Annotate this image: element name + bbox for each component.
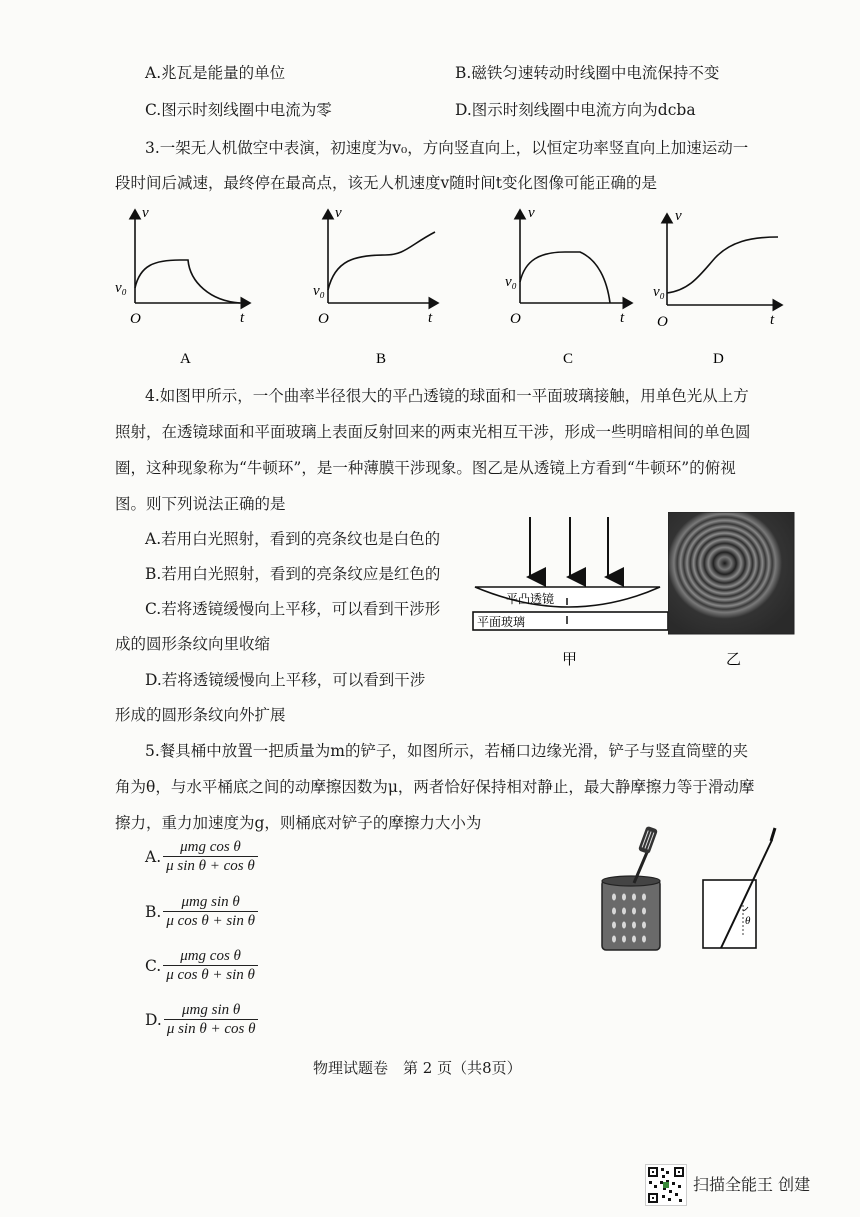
q4-option-d-line2: 形成的圆形条纹向外扩展 — [115, 706, 286, 724]
q4-text-line2: 照射，在透镜球面和平面玻璃上表面反射回来的两束光相互干涉，形成一些明暗相间的单色圆 — [115, 423, 751, 441]
graph-b — [313, 205, 438, 367]
q4-text-line3: 圈，这种现象称为“牛顿环”，是一种薄膜干涉现象。图乙是从透镜上方看到“牛顿环”的俯视 — [115, 459, 736, 477]
q4-text-line4: 图。则下列说法正确的是 — [115, 495, 286, 513]
angle-theta-label: θ — [745, 915, 751, 927]
q5-text-line2: 角为θ，与水平桶底之间的动摩擦因数为μ，两者恰好保持相对静止，最大静摩擦力等于滑动摩 — [115, 778, 755, 796]
q3-vt-graphs — [110, 200, 800, 375]
q5-option-b: B. $\frac{\text{μmg sin θ}}{\text{μ cos θ + sin θ}}$ — [145, 893, 258, 930]
graph-a-label: A — [180, 351, 191, 367]
qr-code-icon — [645, 1164, 687, 1206]
q5-option-d: D. $\frac{\text{μmg sin θ}}{\text{μ sin θ + cos θ}}$ — [145, 1001, 258, 1038]
figure-jia-label: 甲 — [562, 650, 578, 668]
graph-c-v-axis: v — [528, 205, 535, 221]
graph-a — [115, 205, 250, 367]
q4-option-d-line1: D.若将透镜缓慢向上平移，可以看到干涉 — [145, 671, 426, 689]
graph-a-v-axis: v — [142, 205, 149, 221]
q4-option-b: B.若用白光照射，看到的亮条纹应是红色的 — [145, 565, 441, 583]
graph-b-v-axis: v — [335, 205, 342, 221]
q5-utensil-figures — [590, 825, 810, 955]
utensil-schematic — [703, 828, 775, 948]
q5-option-c-fraction: $\frac{\text{μmg cos θ}}{\text{μ cos θ + sin θ}}$ — [163, 947, 258, 984]
q2-option-b: B.磁铁匀速转动时线圈中电流保持不变 — [455, 64, 720, 82]
q5-option-a: A. $\frac{\text{μmg cos θ}}{\text{μ sin θ + cos θ}}$ — [145, 838, 258, 875]
q5-text-line1: 5.餐具桶中放置一把质量为m的铲子，如图所示，若桶口边缘光滑，铲子与竖直筒壁的夹 — [145, 742, 748, 760]
page-footer: 物理试题卷 第 2 页（共8页） — [313, 1059, 522, 1077]
q2-option-a: A.兆瓦是能量的单位 — [145, 64, 286, 82]
graph-d-v0: v₀ — [653, 284, 665, 300]
q5-option-b-fraction: $\frac{\text{μmg sin θ}}{\text{μ cos θ + sin θ}}$ — [163, 893, 258, 930]
q4-option-c-line1: C.若将透镜缓慢向上平移，可以看到干涉形 — [145, 600, 441, 618]
graph-d — [653, 208, 782, 367]
q2-option-c: C.图示时刻线圈中电流为零 — [145, 101, 332, 119]
q4-option-a: A.若用白光照射，看到的亮条纹也是白色的 — [145, 530, 441, 548]
graph-a-origin: O — [130, 311, 141, 327]
q5-text-line3: 擦力，重力加速度为g，则桶底对铲子的摩擦力大小为 — [115, 814, 482, 832]
graph-d-t-axis: t — [770, 312, 775, 328]
graph-b-t-axis: t — [428, 310, 433, 326]
glass-label: 平面玻璃 — [477, 615, 526, 629]
figure-yi-newton-rings — [668, 512, 796, 670]
graph-c — [505, 205, 632, 367]
q5-option-a-fraction: $\frac{\text{μmg cos θ}}{\text{μ sin θ + cos θ}}$ — [163, 838, 258, 875]
q2-option-d: D.图示时刻线圈中电流方向为dcba — [455, 101, 696, 119]
graph-c-origin: O — [510, 311, 521, 327]
graph-b-origin: O — [318, 311, 329, 327]
lens-label: 平凸透镜 — [506, 592, 555, 606]
graph-d-v-axis: v — [675, 208, 682, 224]
graph-b-label: B — [376, 351, 387, 367]
graph-d-label: D — [713, 351, 724, 367]
q5-option-d-fraction: $\frac{\text{μmg sin θ}}{\text{μ sin θ + cos θ}}$ — [164, 1001, 259, 1038]
graph-a-t-axis: t — [240, 310, 245, 326]
graph-d-origin: O — [657, 314, 668, 330]
q3-text-line1: 3.一架无人机做空中表演，初速度为v₀，方向竖直向上，以恒定功率竖直向上加速运动一 — [145, 139, 749, 157]
figure-yi-label: 乙 — [726, 650, 742, 668]
q4-text-line1: 4.如图甲所示，一个曲率半径很大的平凸透镜的球面和一平面玻璃接触，用单色光从上方 — [145, 387, 749, 405]
graph-c-v0: v₀ — [505, 274, 517, 290]
graph-c-label: C — [563, 351, 574, 367]
graph-a-v0: v₀ — [115, 280, 127, 296]
q3-text-line2: 段时间后减速，最终停在最高点，该无人机速度v随时间t变化图像可能正确的是 — [115, 174, 657, 192]
q5-option-c: C. $\frac{\text{μmg cos θ}}{\text{μ cos θ + sin θ}}$ — [145, 947, 258, 984]
utensil-holder-photo — [602, 826, 660, 950]
scanner-watermark-text: 扫描全能王 创建 — [693, 1175, 811, 1194]
q4-option-c-line2: 成的圆形条纹向里收缩 — [115, 635, 271, 653]
figure-jia-lens-diagram — [470, 512, 670, 672]
graph-b-v0: v₀ — [313, 283, 325, 299]
graph-c-t-axis: t — [620, 310, 625, 326]
